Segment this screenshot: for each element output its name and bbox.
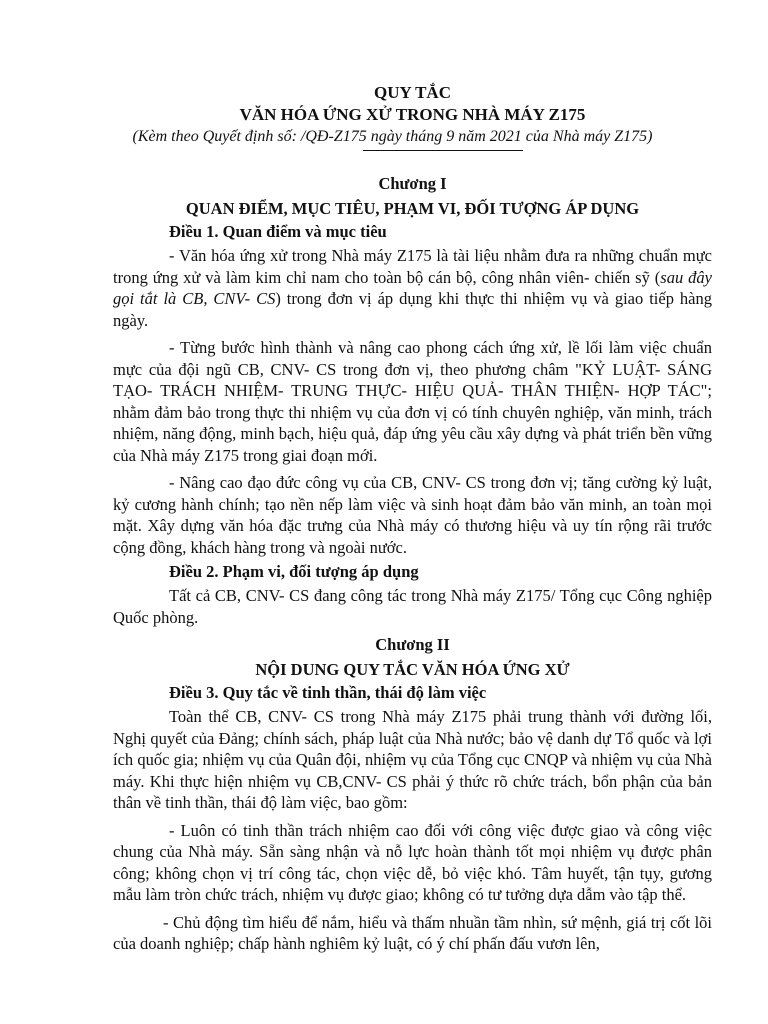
article-1-paragraph-1-text-a: - Văn hóa ứng xử trong Nhà máy Z175 là tài liệu nhằm đưa ra những chuẩn mực trong ứng xử và làm kim chỉ nam cho toàn bộ cán bộ, công nhân viên- chiến sỹ ( (113, 246, 712, 287)
document-title-subject: VĂN HÓA ỨNG XỬ TRONG NHÀ MÁY Z175 (239, 105, 586, 124)
chapter-1-heading (113, 173, 712, 219)
article-1-heading: Điều 1. Quan điểm và mục tiêu (169, 222, 387, 241)
document-header (113, 82, 712, 148)
article-2-paragraph-1: Tất cả CB, CNV- CS đang công tác trong Nhà máy Z175/ Tổng cục Công nghiệp Quốc phòng. (113, 586, 712, 627)
article-3-heading: Điều 3. Quy tắc về tinh thần, thái độ làm việc (169, 683, 487, 702)
chapter-2-title: NỘI DUNG QUY TẮC VĂN HÓA ỨNG XỬ (255, 660, 570, 679)
article-3-paragraph-1: Toàn thể CB, CNV- CS trong Nhà máy Z175 phải trung thành với đường lối, Nghị quyết của Đảng; chính sách, pháp luật của Nhà nước; bảo vệ danh dự Tổ quốc và lợi ích quốc gia; nhiệm vụ của Quân đội, nhiệm vụ của Tổng cục CNQP và nhiệm vụ của Nhà máy. Khi thực hiện nhiệm vụ CB,CNV- CS phải ý thức rõ chức trách, bổn phận của bản thân về tinh thần, thái độ làm việc, bao gồm: (113, 707, 712, 812)
header-underline (363, 150, 523, 151)
article-1-paragraph-2: - Từng bước hình thành và nâng cao phong cách ứng xử, lề lối làm việc chuẩn mực của đội ngũ CB, CNV- CS trong đơn vị, theo phương châm "KỶ LUẬT- SÁNG TẠO- TRÁCH NHIỆM- TRUNG THỰC- HIỆU QUẢ- THÂN THIỆN- HỢP TÁC"; nhằm đảm bảo trong thực thi nhiệm vụ của đơn vị có tính chuyên nghiệp, văn minh, trách nhiệm, năng động, minh bạch, hiệu quả, đáp ứng yêu cầu xây dựng và phát triển bền vững của Nhà máy Z175 trong giai đoạn mới. (113, 338, 712, 465)
chapter-2-heading (113, 634, 712, 680)
article-1-paragraph-1-italic: sau đây gọi tắt là CB, CNV- CS (113, 267, 712, 308)
article-3-paragraph-2: - Luôn có tinh thần trách nhiệm cao đối với công việc được giao và công việc chung của Nhà máy. Sẵn sàng nhận và nỗ lực hoàn thành tốt mọi nhiệm vụ được phân công; không chọn vị trí công tác, chọn việc dễ, bỏ việc khó. Tâm huyết, tận tụy, gương mẫu làm tròn chức trách, nhiệm vụ được giao; không có tư tưởng dựa dẫm vào tập thể. (113, 820, 712, 904)
article-3-paragraph-3: - Chủ động tìm hiểu để nắm, hiểu và thấm nhuần tầm nhìn, sứ mệnh, giá trị cốt lõi của doanh nghiệp; chấp hành nghiêm kỷ luật, có ý chí phấn đấu vươn lên, (113, 912, 712, 953)
document-reference: (Kèm theo Quyết định số: /QĐ-Z175 ngày tháng 9 năm 2021 của Nhà máy Z175) (132, 128, 653, 145)
article-1-paragraph-3: - Nâng cao đạo đức công vụ của CB, CNV- CS trong đơn vị; tăng cường kỷ luật, kỷ cương hành chính; tạo nền nếp làm việc và sinh hoạt đảm bảo văn minh, an toàn mọi mặt. Xây dựng văn hóa đặc trưng của Nhà máy có thương hiệu và uy tín rộng rãi trước cộng đồng, khách hàng trong và ngoài nước. (113, 473, 712, 557)
chapter-2-label: Chương II (375, 635, 450, 654)
article-2-heading: Điều 2. Phạm vi, đối tượng áp dụng (169, 562, 419, 581)
article-1-paragraph-1-text-b: ) trong đơn vị áp dụng khi thực thi nhiệm vụ và giao tiếp hàng ngày. (113, 289, 712, 330)
document-title: QUY TẮC (374, 83, 451, 102)
article-1-paragraph-1 (113, 245, 712, 331)
chapter-1-title: QUAN ĐIỂM, MỤC TIÊU, PHẠM VI, ĐỐI TƯỢNG ÁP DỤNG (185, 199, 640, 218)
chapter-1-label: Chương I (378, 174, 447, 193)
